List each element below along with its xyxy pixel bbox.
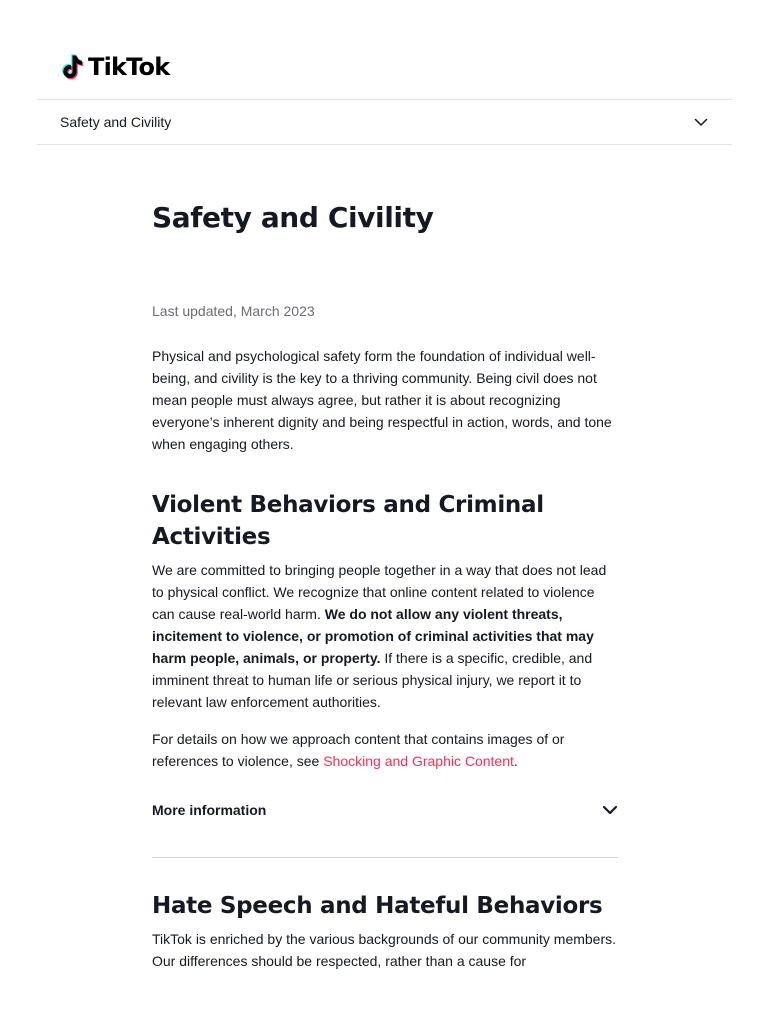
brand-name: TikTok (88, 53, 170, 81)
details-text-end: . (513, 753, 518, 769)
header (0, 0, 768, 100)
section-dropdown-label: Safety and Civility (60, 114, 172, 130)
main-content (152, 196, 618, 972)
section-divider (152, 857, 618, 858)
intro-paragraph: Physical and psychological safety form the foundation of individual well-being, and civility is the key to a thriving community. Being civil does not mean people must always agree, but rather it is about recognizing everyone’s inherent dignity and being respectful in action, words, and tone when engaging others. (152, 348, 612, 452)
section-heading-hate: Hate Speech and Hateful Behaviors (152, 893, 603, 919)
more-information-label: More information (152, 802, 267, 818)
shocking-graphic-content-link[interactable]: Shocking and Graphic Content (323, 753, 514, 769)
section-heading-violent: Violent Behaviors and Criminal Activities (152, 492, 544, 550)
section-dropdown[interactable] (37, 99, 732, 145)
chevron-down-icon (602, 805, 618, 815)
tiktok-note-icon (60, 53, 86, 81)
hate-paragraph: TikTok is enriched by the various backgrounds of our community members. Our differences should be respected, rather than a cause for (152, 931, 617, 969)
violent-text-start: We are committed to bringing people together in a way that does not lead to physical conflict. We recognize that online content related to violence can cause real-world harm. (152, 562, 607, 622)
more-information-toggle[interactable] (152, 799, 618, 821)
details-text: For details on how we approach content that contains images of or references to violence, see (152, 731, 565, 769)
violent-text-end: If there is a specific, credible, and imminent threat to human life or serious physical injury, we report it to relevant law enforcement authorities. (152, 650, 593, 710)
last-updated: Last updated, March 2023 (152, 303, 315, 319)
violent-paragraph (152, 559, 618, 713)
violent-details-paragraph (152, 728, 618, 772)
page-title: Safety and Civility (152, 201, 434, 234)
chevron-down-icon (694, 118, 708, 127)
violent-text-bold: We do not allow any violent threats, incitement to violence, or promotion of criminal activities that may harm people, animals, or property. (152, 606, 594, 666)
tiktok-logo[interactable] (60, 52, 169, 82)
